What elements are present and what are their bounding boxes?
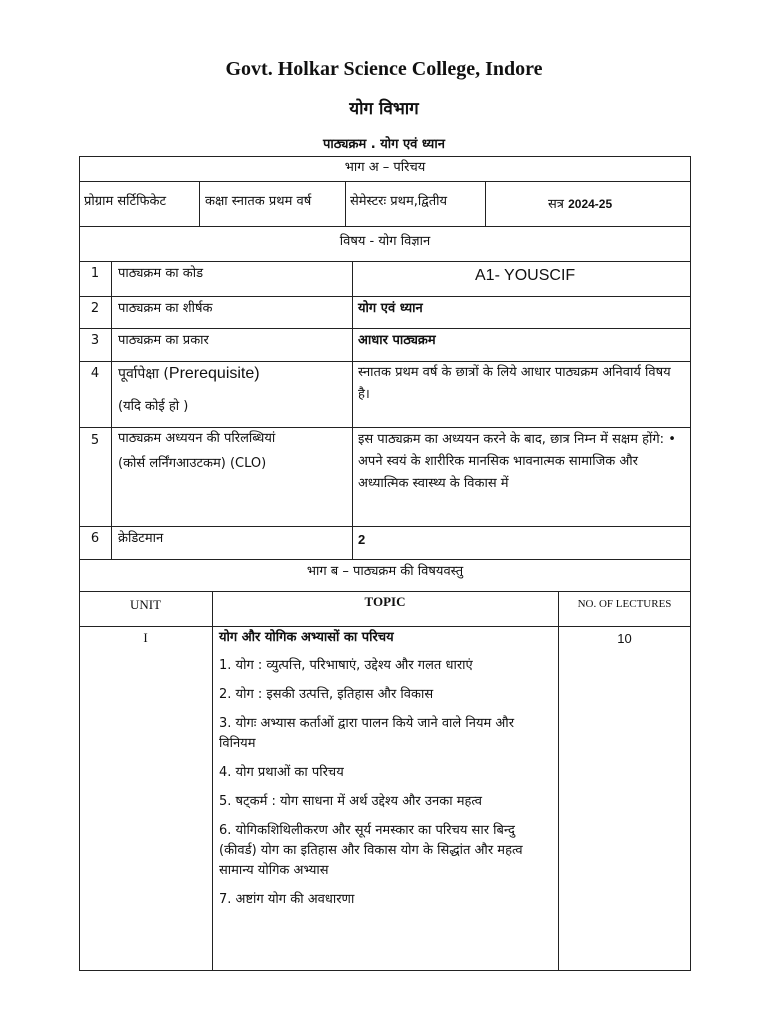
unit-heading: योग और योगिक अभ्यासों का परिचय	[219, 630, 394, 645]
session-value: 2024-25	[568, 197, 613, 211]
unit-topics	[219, 628, 553, 919]
row-divider	[79, 226, 691, 227]
column-divider	[111, 261, 112, 559]
course-title-label: पाठ्यक्रम का शीर्षक	[118, 301, 213, 316]
unit-number: I	[143, 630, 148, 645]
course-line: पाठ्यक्रम . योग एवं ध्यान	[323, 137, 445, 152]
prerequisite-value: स्नातक प्रथम वर्ष के छात्रों के लिये आधार पाठ्यक्रम अनिवार्य विषय है।	[358, 365, 671, 402]
row-divider	[79, 626, 691, 627]
row-divider	[79, 296, 691, 297]
row-divider	[79, 328, 691, 329]
credit-value: 2	[358, 532, 366, 547]
course-code-value: A1- YOUSCIF	[475, 267, 576, 284]
session-cell	[548, 194, 612, 215]
row-divider	[79, 427, 691, 428]
column-divider	[345, 181, 346, 226]
column-divider	[199, 181, 200, 226]
row-number: 4	[90, 366, 100, 381]
row-number: 2	[90, 301, 100, 316]
topic-item: 7. अष्टांग योग की अवधारणा	[219, 892, 355, 907]
course-type-value: आधार पाठ्यक्रम	[358, 333, 436, 348]
column-divider	[212, 591, 213, 971]
part-b-title: भाग ब – पाठ्यक्रम की विषयवस्तु	[306, 564, 464, 579]
course-type-label: पाठ्यक्रम का प्रकार	[118, 333, 209, 348]
unit-lectures: 10	[617, 631, 632, 646]
row-number: 5	[90, 433, 100, 448]
lectures-header: NO. OF LECTURES	[577, 598, 672, 610]
part-a-title: भाग अ – परिचय	[344, 160, 426, 175]
prerequisite-label	[118, 364, 348, 384]
credit-label: क्रेडिटमान	[118, 531, 164, 546]
topic-item: 1. योग : व्युत्पत्ति, परिभाषाएं, उद्देश्य और गलत धाराएं	[219, 658, 473, 673]
unit-header: UNIT	[129, 597, 162, 612]
clo-value: इस पाठ्यक्रम का अध्ययन करने के बाद, छात्र निम्न में सक्षम होंगे: • अपने स्वयं के शारीरिक मानसिक भावनात्मक सामाजिक और अध्यात्मिक स्वास्थ्य के विकास में	[358, 432, 676, 491]
row-number: 1	[90, 266, 100, 281]
course-title-value: योग एवं ध्यान	[358, 301, 423, 316]
column-divider	[352, 261, 353, 559]
class-cell: कक्षा स्नातक प्रथम वर्ष	[205, 194, 312, 209]
program-cell: प्रोग्राम सर्टिफिकेट	[84, 194, 167, 209]
prerequisite-label-hi: पूर्वापेक्षा (	[118, 366, 169, 382]
college-title: Govt. Holkar Science College, Indore	[225, 58, 543, 80]
department-title: योग विभाग	[349, 99, 419, 119]
topic-header: TOPIC	[364, 594, 406, 609]
topic-item: 4. योग प्रथाओं का परिचय	[219, 765, 344, 780]
row-divider	[79, 261, 691, 262]
row-number: 3	[90, 333, 100, 348]
row-divider	[79, 181, 691, 182]
row-divider	[79, 559, 691, 560]
course-code-label: पाठ्यक्रम का कोड	[118, 266, 204, 281]
subject-title: विषय - योग विज्ञान	[339, 234, 431, 249]
clo-label-line1: पाठ्यक्रम अध्ययन की परिलब्धियां	[118, 431, 276, 446]
topic-item: 2. योग : इसकी उत्पत्ति, इतिहास और विकास	[219, 687, 434, 702]
prerequisite-label-en: Prerequisite)	[168, 365, 260, 382]
topic-item: 3. योगः अभ्यास कर्ताओं द्वारा पालन किये जाने वाले नियम और विनियम	[219, 716, 515, 751]
prerequisite-note: (यदि कोई हो )	[118, 399, 189, 414]
session-label: सत्र	[548, 197, 564, 212]
semester-cell: सेमेस्टरः प्रथम,द्वितीय	[350, 194, 448, 209]
row-divider	[79, 526, 691, 527]
topic-item: 6. योगिकशिथिलीकरण और सूर्य नमस्कार का परिचय सार बिन्दु (कीवर्ड) योग का इतिहास और विकास योग के सिद्धांत और महत्व सामान्य योगिक अभ्यास	[219, 823, 523, 878]
row-number: 6	[90, 531, 100, 546]
column-divider	[485, 181, 486, 226]
clo-label-line2: (कोर्स लर्निंगआउटकम) (CLO)	[118, 456, 267, 471]
topic-item: 5. षट्कर्म : योग साधना में अर्थ उद्देश्य और उनका महत्व	[219, 794, 483, 809]
